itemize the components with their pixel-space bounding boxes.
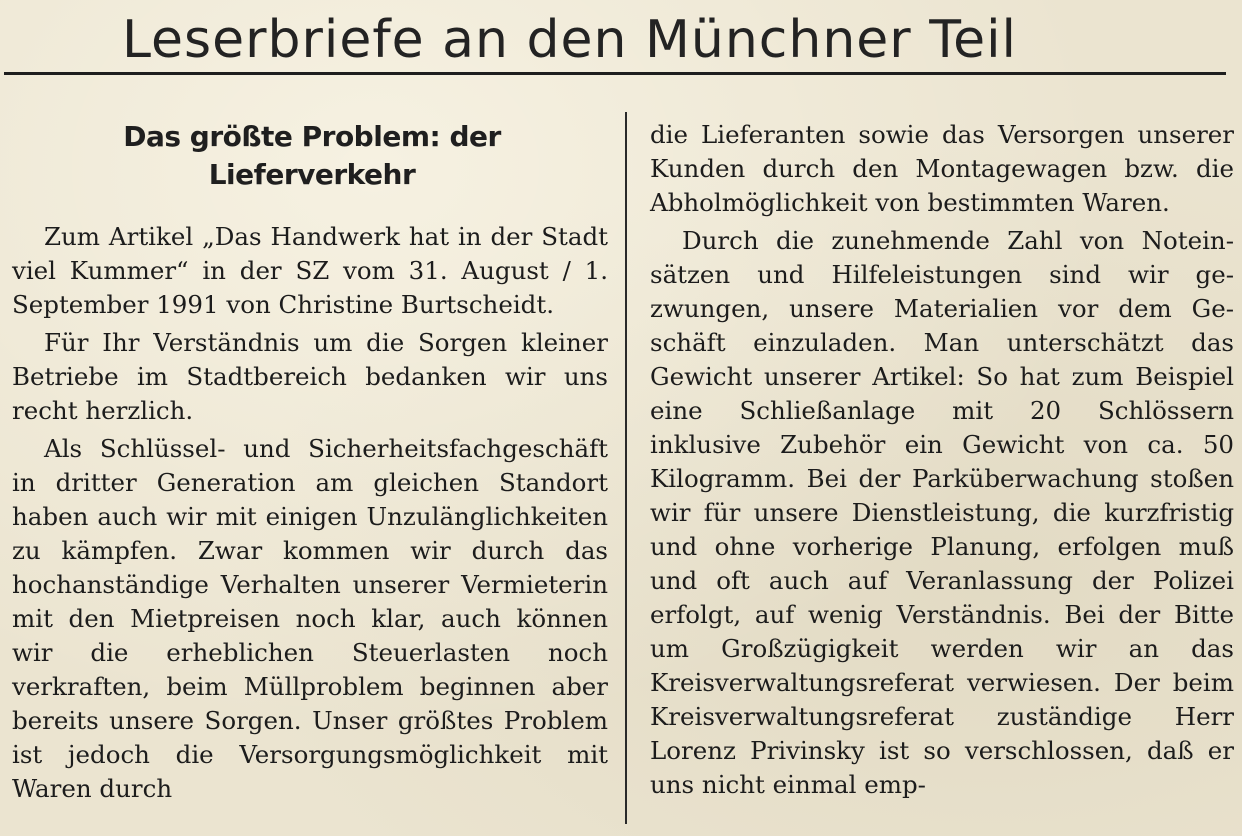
- paragraph: Zum Artikel „Das Handwerk hat in der Stadt viel Kummer“ in der SZ vom 31. August / 1. September 1991 von Christine Burtscheidt.: [12, 222, 608, 319]
- right-column: [650, 118, 1234, 802]
- section-title: Leserbriefe an den Münchner Teil: [122, 10, 1018, 70]
- article-headline: Das größte Problem: der Lieferverkehr: [123, 120, 501, 191]
- paragraph: Als Schlüssel- und Sicherheitsfachgeschäft in dritter Generation am gleichen Standort haben auch wir mit einigen Unzulänglichkeiten zu kämpfen. Zwar kommen wir durch das hochanständige Verhalten unserer Vermieterin mit den Mietpreisen noch klar, auch können wir die erheblichen Steuerlasten noch verkraften, beim Müllproblem beginnen aber bereits unsere Sorgen. Unser größtes Problem ist jedoch die Versorgungsmöglichkeit mit Waren durch: [12, 434, 608, 803]
- left-column: [12, 220, 608, 806]
- section-rule: [4, 72, 1226, 75]
- paragraph: Durch die zunehmende Zahl von Noteinsätzen und Hilfeleistungen sind wir gezwungen, unsere Materialien vor dem Geschäft einzuladen. Man unterschätzt das Gewicht unserer Artikel: So hat zum Beispiel eine Schließanlage mit 20 Schlössern inklusive Zubehör ein Gewicht von ca. 50 Kilogramm. Bei der Parküberwachung stoßen wir für unsere Dienstleistung, die kurzfristig und ohne vorherige Planung, erfolgen muß und oft auch auf Veranlassung der Polizei erfolgt, auf wenig Verständnis. Bei der Bitte um Großzügigkeit werden wir an das Kreisverwaltungsreferat verwiesen. Der beim Kreisverwaltungsreferat zuständige Herr Lorenz Privinsky ist so verschlossen, daß er uns nicht einmal emp-: [650, 226, 1234, 799]
- paragraph: die Lieferanten sowie das Versorgen unserer Kunden durch den Montagewagen bzw. die Abholmöglichkeit von bestimmten Waren.: [650, 120, 1234, 217]
- paragraph: Für Ihr Verständnis um die Sorgen kleiner Betriebe im Stadtbereich bedanken wir uns recht herzlich.: [12, 328, 608, 425]
- column-divider: [625, 112, 627, 824]
